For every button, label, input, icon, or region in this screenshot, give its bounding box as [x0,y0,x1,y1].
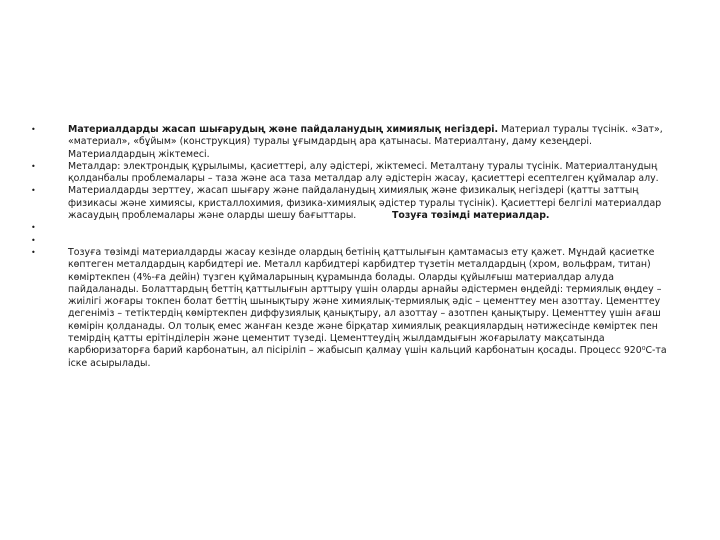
list-item [30,185,680,222]
empty-line [68,222,680,234]
section-heading-continued: материалдар. [473,210,550,222]
item-text: Металдар: электрондық құрылымы, қасиеттері, алу әдістері, жіктемесі. Металтану туралы түсінік. Материалтанудың қолданбалы проблемалары – таза және аса таза металдар алу әдістерін жасау, қасиеттері есептелген құймалар алу. [68,160,659,185]
bullet-marker: • [31,223,36,233]
bullet-marker: • [31,125,36,134]
item-paragraph [68,124,680,161]
empty-line [68,235,680,247]
list-item [30,247,680,370]
bullet-marker: • [31,247,36,257]
section-heading: Тозуға төзімді [392,210,471,222]
bullet-marker: • [31,186,36,196]
item-text: Тозуға төзімді материалдарды жасау кезінде олардың бетінің қаттылығын қамтамасыз ету қажет. Мұндай қасиетке көптеген металдардың карбидтері ие. Металл карбидтері карбидтер түзетін металдардың (хром, вольфрам, титан) көміртекпен (4%-ға дейін) түзген құймаларының құрамында болады. Оларды құйылғыш материалдар алуда пайдаланады. Болаттардың беттің қаттылығын арттыру үшін оларды арнайы әдістермен өңдейді: термиялық өңдеу – жиілігі жоғары токпен болат беттің шынықтыру және химиялық-термиялық әдіс – цементтеу мен азоттау. Цементтеу дегеніміз – тетіктердің көміртекпен диффузиялық қанықтыру, ал азоттау – азотпен қанықтыру. Цементтеу үшін ағаш көмірін қолданады. Ол толық емес жанған кезде және бірқатар химиялық реакциялардың нәтижесінде көміртек пен темірдің қатты ерітінділерін және цементит түзеді. Цементтеудің жылдамдығын жоғарылату мақсатында карбюризаторға барий карбонатын, ал пісіріліп – жабысып қалмау үшін кальций карбонатын қосады. Процесс 920⁰С-та іске асырылады. [68,246,667,369]
list-item-empty [30,235,680,247]
list-item-empty [30,222,680,234]
item-heading: Материалдарды жасап шығарудың және пайдаланудың химиялық негіздері. [68,124,499,135]
item-paragraph [68,185,680,222]
bullet-marker: • [31,235,36,245]
bullet-marker: • [31,161,36,171]
item-paragraph [68,247,680,370]
item-paragraph [68,161,680,186]
list-item [30,124,680,161]
list-item [30,161,680,186]
item-text: Материалдарды зерттеу, жасап шығару және пайдаланудың химиялық және физикалық негіздері (қатты заттың физикасы және химиясы, кристаллохимия, физика-химиялық әдістер туралы түсінік). Қасиеттері белгілі материалдар жасаудың проблемалары және оларды шешу бағыттары. [68,185,662,222]
item-text: Материал туралы түсінік. «Зат», «материал», «бұйым» (конструкция) туралы ұғымдардың ара қатынасы. Материалтану, даму кезеңдері. Материалдардың жіктемесі. [68,124,663,160]
bullet-list [30,124,680,370]
